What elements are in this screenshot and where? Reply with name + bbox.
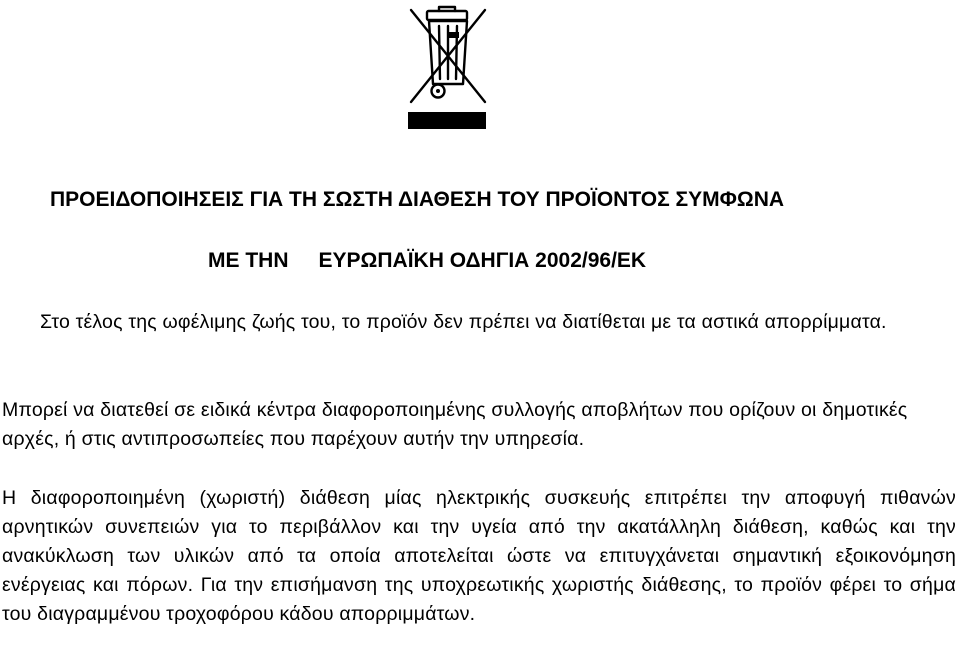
paragraph-separate-disposal: Η διαφοροποιημένη (χωριστή) διάθεση μίας ηλεκτρικής συσκευής επιτρέπει την αποφυγή πιθανών αρνητικών συνεπειών για το περιβάλλον και την υγεία από την ακατάλληλη διάθεση, καθώς και την ανακύκλωση των υλικών από τα οποία αποτελείται ώστε να επιτυγχάνεται σημαντική εξοικονόμηση ενέργειας και πόρων. Για την επισήμανση της υποχρεωτικής χωριστής διάθεσης, το προϊόν φέρει το σήμα του διαγραμμένου τροχοφόρου κάδου απορριμμάτων. [2, 487, 956, 625]
paragraph-end-of-life: Στο τέλος της ωφέλιμης ζωής του, το προϊόν δεν πρέπει να διατίθεται με τα αστικά απορρίμματα. [40, 311, 887, 333]
paragraph-collection-centres: Μπορεί να διατεθεί σε ειδικά κέντρα διαφοροποιημένης συλλογής αποβλήτων που ορίζουν οι δημοτικές αρχές, ή στις αντιπροσωπείες που παρέχουν αυτήν την υπηρεσία. [2, 399, 908, 450]
notice-heading-line-2 [208, 249, 646, 273]
heading-line-2-prefix: ΜΕ ΤΗΝ [208, 249, 289, 272]
notice-heading-line-1: ΠΡΟΕΙΔΟΠΟΙΗΣΕΙΣ ΓΙΑ ΤΗ ΣΩΣΤΗ ΔΙΑΘΕΣΗ ΤΟΥ ΠΡΟΪΟΝΤΟΣ ΣΥΜΦΩΝΑ [50, 188, 785, 211]
crossed-out-wheelie-bin-icon [405, 2, 491, 130]
heading-line-2-directive: ΕΥΡΩΠΑΪΚΗ ΟΔΗΓΙΑ 2002/96/ΕΚ [318, 249, 647, 272]
